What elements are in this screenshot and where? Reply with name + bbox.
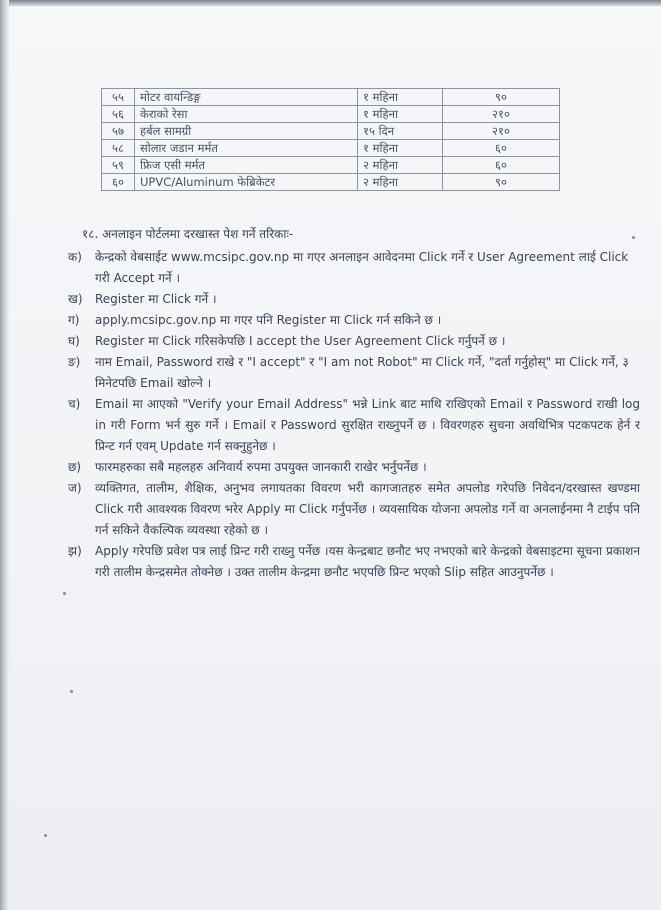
section-heading: १८. अनलाइन पोर्टलमा दरखास्त पेश गर्ने तरिकाः- [82, 227, 294, 241]
item-marker: ङ) [68, 355, 81, 369]
course-number: ५९ [102, 157, 135, 174]
table-row [102, 174, 560, 191]
course-duration: १५ दिन [358, 123, 443, 140]
course-duration: १ महिना [358, 106, 443, 123]
course-number: ५६ [102, 106, 135, 123]
item-text: apply.mcsipc.gov.np मा गएर पनि Register मा Click गर्न सकिने छ । [95, 313, 442, 327]
table-row [102, 140, 560, 157]
list-item [68, 394, 640, 457]
scan-shadow-left [0, 0, 9, 910]
course-name: फ्रिज एसी मर्मत [135, 157, 358, 174]
item-marker: ज) [68, 481, 82, 495]
course-number: ५५ [102, 89, 135, 106]
course-name: केराको रेसा [135, 106, 358, 123]
course-number: ५७ [102, 123, 135, 140]
item-marker: छ) [68, 460, 82, 474]
item-marker: क) [68, 250, 82, 264]
list-item [68, 247, 640, 289]
scan-speck [632, 236, 635, 239]
list-item [68, 331, 640, 352]
course-duration: १ महिना [358, 89, 443, 106]
item-marker: ख) [68, 292, 83, 306]
item-text: फारमहरुका सबै महलहरु अनिवार्य रुपमा उपयुक्त जानकारी राखेर भर्नुपर्नेछ । [95, 460, 427, 474]
list-item [68, 478, 640, 541]
course-seats: २१० [443, 106, 560, 123]
course-seats: ६० [443, 140, 560, 157]
course-seats: ९० [443, 174, 560, 191]
table-row [102, 89, 560, 106]
item-marker: झ) [68, 544, 82, 558]
item-text: Apply गरेपछि प्रवेश पत्र लाई प्रिन्ट गरी राख्नु पर्नेछ ।यस केन्द्रबाट छनौट भए नभएको बारे केन्द्रको वेबसाइटमा सूचना प्रकाशन गरी तालीम केन्द्रसमेत तोक्नेछ । उक्त तालीम केन्द्रमा छनौट भएपछि प्रिन्ट भएको Slip सहित आउनुपर्नेछ । [95, 544, 640, 579]
course-duration: २ महिना [358, 174, 443, 191]
list-item [68, 352, 640, 394]
item-text: व्यक्तिगत, तालीम, शैक्षिक, अनुभव लगायतका विवरण भरी कागजातहरु समेत अपलोड गरेपछि निवेदन/दरखास्त खण्डमा Click गरी आवश्यक विवरण भरेर Apply मा Click गर्नुपर्नेछ । व्यवसायिक योजना अपलोड गर्ने वा अनलाईनमा नै टाईप पनि गर्न सकिने वैकल्पिक व्यवस्था रहेको छ । [95, 481, 640, 537]
item-marker: घ) [68, 334, 80, 348]
list-item [68, 289, 640, 310]
item-marker: च) [68, 397, 81, 411]
scan-speck [44, 834, 47, 837]
table-row [102, 106, 560, 123]
table-row [102, 123, 560, 140]
item-text: Email मा आएको "Verify your Email Address" भन्ने Link बाट माथि राखिएको Email र Password राखी log in गरी Form भर्न सुरु गर्ने । Email र Password सुरक्षित राख्नुपर्ने छ । विवरणहरु सुचना अवधिभित्र पटकपटक हेर्न र प्रिन्ट गर्न एवम् Update गर्न सक्नुहुनेछ । [95, 397, 640, 453]
course-name: UPVC/Aluminum फेब्रिकेटर [135, 174, 358, 191]
course-name: हर्बल सामग्री [135, 123, 358, 140]
item-text: Register मा Click गरिसकेपछि I accept the User Agreement Click गर्नुपर्ने छ । [95, 334, 506, 348]
course-table [101, 88, 560, 191]
list-item [68, 541, 640, 583]
list-item [68, 457, 640, 478]
application-instructions [68, 224, 640, 583]
course-number: ५८ [102, 140, 135, 157]
item-text: नाम Email, Password राखे र "I accept" र "I am not Robot" मा Click गर्ने, "दर्ता गर्नुहोस्" मा Click गर्ने, ३ मिनेटपछि Email खोल्ने । [95, 355, 629, 390]
list-item [68, 310, 640, 331]
scan-shadow-top [0, 0, 661, 6]
course-name: सोलार जडान मर्मत [135, 140, 358, 157]
course-seats: २१० [443, 123, 560, 140]
course-seats: ९० [443, 89, 560, 106]
scan-speck [70, 690, 73, 693]
scan-speck [63, 592, 66, 595]
course-duration: २ महिना [358, 157, 443, 174]
item-text: केन्द्रको वेबसाईट www.mcsipc.gov.np मा गएर अनलाइन आवेदनमा Click गर्ने र User Agreement लाई Click गरी Accept गर्ने । [95, 250, 629, 285]
course-name: मोटर वायन्डिङ्ग [135, 89, 358, 106]
course-number: ६० [102, 174, 135, 191]
table-row [102, 157, 560, 174]
course-duration: १ महिना [358, 140, 443, 157]
item-text: Register मा Click गर्ने । [95, 292, 217, 306]
item-marker: ग) [68, 313, 80, 327]
course-seats: ६० [443, 157, 560, 174]
